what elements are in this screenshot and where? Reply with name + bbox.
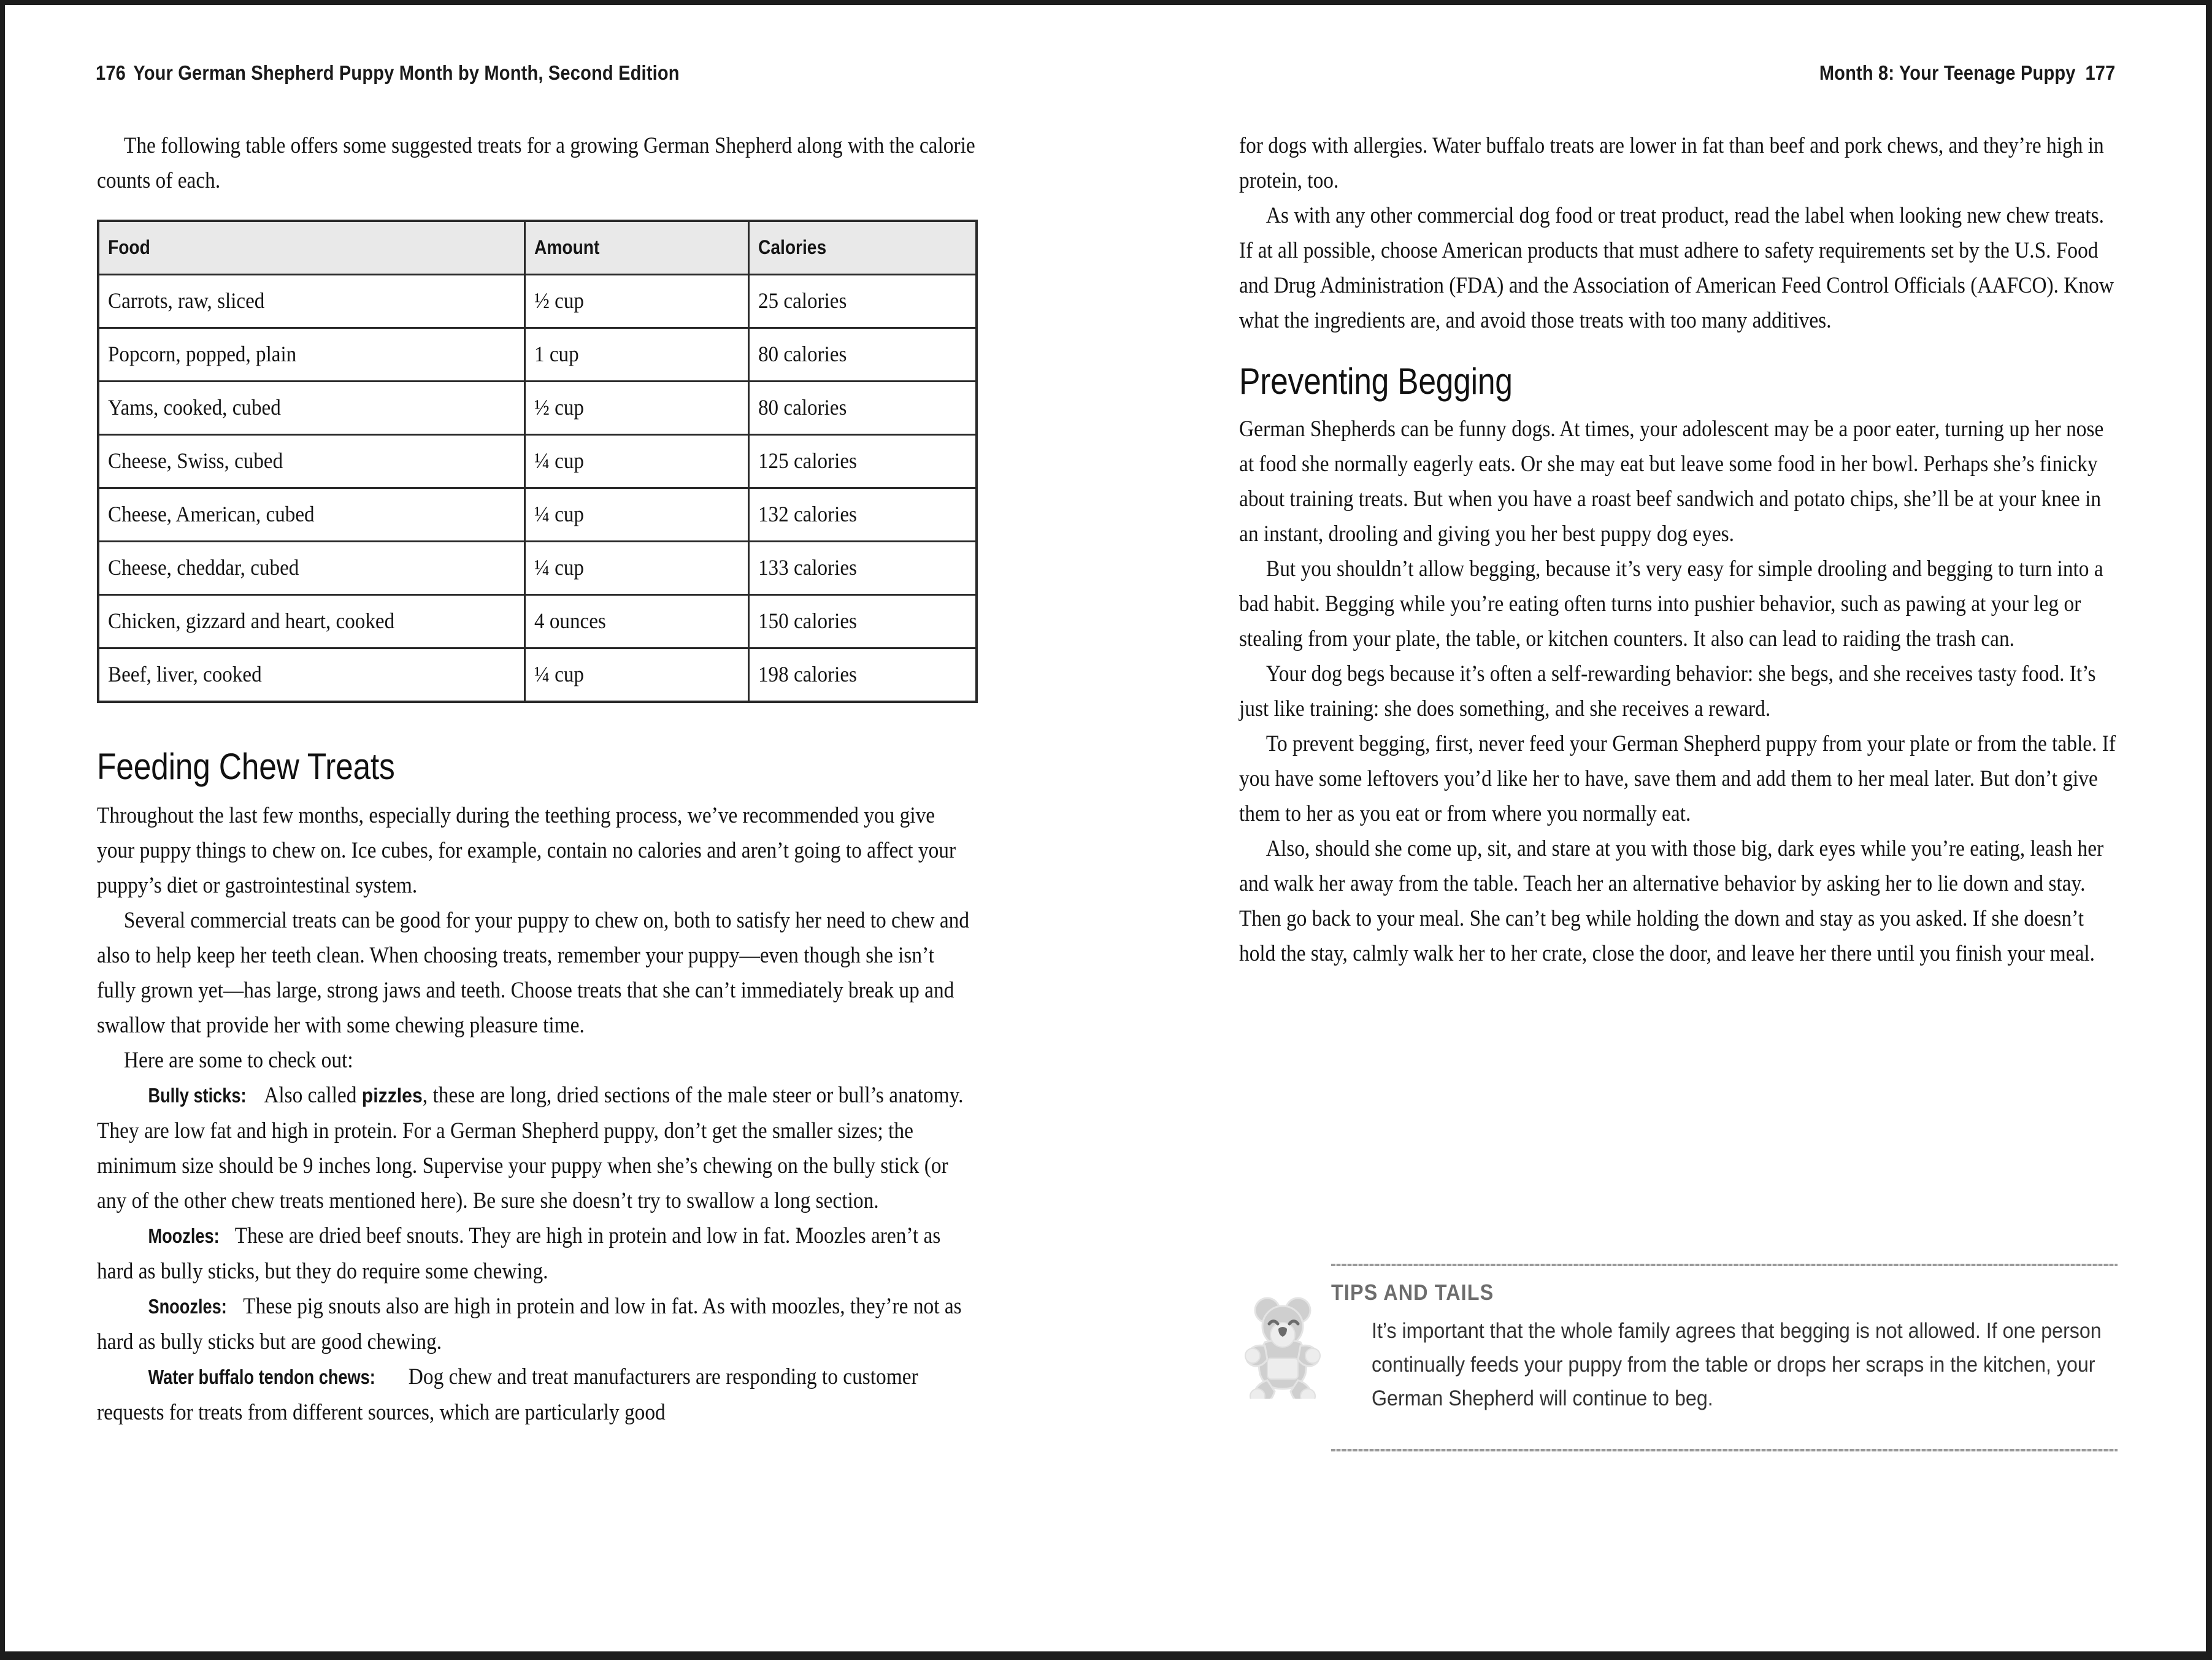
paragraph-never-feed-from-plate: To prevent begging, first, never feed your German Shepherd puppy from your plate or from the table. If you have some leftovers you’d like her to have, save them and add them to her meal later. But don’t give them to her as you eat or from where you normally eat. [1239, 731, 2116, 826]
term-label-water-buffalo: Water buffalo tendon chews: [148, 1366, 375, 1388]
cell-food: Cheese, American, cubed [98, 488, 524, 542]
cell-calories: 133 calories [748, 542, 977, 595]
table-header-row [98, 221, 977, 275]
table-row [98, 595, 977, 648]
cell-amount: 1 cup [524, 328, 748, 382]
running-head-right [1819, 61, 2115, 85]
table-row [98, 648, 977, 702]
table-row [98, 328, 977, 382]
cell-food: Cheese, cheddar, cubed [98, 542, 524, 595]
table-row [98, 382, 977, 435]
cell-calories: 125 calories [748, 435, 977, 488]
term-emphasis-pizzles: pizzles [361, 1084, 423, 1107]
cell-calories: 198 calories [748, 648, 977, 702]
tips-and-tails-body: It’s important that the whole family agrees that begging is not allowed. If one person continually feeds your puppy from the table or drops her scraps in the kitchen, your German Shepherd will continue to beg. [1372, 1319, 2102, 1410]
tips-rule-bottom [1331, 1449, 2118, 1451]
tips-content [1239, 1266, 2118, 1444]
paragraph-funny-dogs: German Shepherds can be funny dogs. At times, your adolescent may be a poor eater, turning up her nose at food she normally eagerly eats. Or she may eat but leave some food in her bowl. Perhaps she’s finicky about training treats. But when you have a roast beef sandwich and potato chips, she’ll be at your knee in an instant, drooling and giving you her best puppy dog eyes. [1239, 416, 2104, 546]
paragraph-alternative-behavior: Also, should she come up, sit, and stare at you with those big, dark eyes while you’re eating, leash her and walk her away from the table. Teach her an alternative behavior by asking her to lie down and stay. Then go back to your meal. She can’t beg while holding the down and stay as you asked. If she doesn’t hold the stay, calmly walk her to her crate, close the door, and leave her there until you finish your meal. [1239, 836, 2104, 966]
table-col-calories: Calories [748, 221, 977, 275]
paragraph-chew-intro: Throughout the last few months, especially during the teething process, we’ve recommended you give your puppy things to chew on. Ice cubes, for example, contain no calories and aren’t going to affect your puppy’s diet or gastrointestinal system. [97, 802, 956, 897]
intro-paragraph: The following table offers some suggested treats for a growing German Shepherd along with the calorie counts of each. [97, 133, 975, 193]
term-text-before-em: Also called [259, 1082, 362, 1107]
paragraph-check-out: Here are some to check out: [123, 1047, 353, 1072]
cell-food: Chicken, gizzard and heart, cooked [98, 595, 524, 648]
table-row [98, 275, 977, 328]
cell-amount: ½ cup [524, 382, 748, 435]
left-column [97, 128, 975, 1429]
folio-right: 177 [2085, 61, 2115, 84]
table-row [98, 488, 977, 542]
term-text-snoozles: These pig snouts also are high in protein and low in fat. As with moozles, they’re not as hard as bully sticks but are good chewing. [97, 1293, 962, 1354]
cell-food: Beef, liver, cooked [98, 648, 524, 702]
cell-calories: 80 calories [748, 328, 977, 382]
term-text-after-em: , these are long, dried sections of the male steer or bull’s anatomy. They are low fat and high in protein. For a German Shepherd puppy, don’t get the smaller sizes; the minimum size should be 9 inches long. Supervise your puppy when she’s chewing on the bully stick (or any of the other chew treats mentioned here). Be sure she doesn’t try to swallow a long section. [97, 1082, 964, 1213]
cell-calories: 25 calories [748, 275, 977, 328]
cell-food: Cheese, Swiss, cubed [98, 435, 524, 488]
term-bully-sticks [97, 1077, 975, 1218]
term-text-moozles: These are dried beef snouts. They are high in protein and low in fat. Moozles aren’t as hard as bully sticks, but they do require some chewing. [97, 1223, 941, 1283]
cell-calories: 80 calories [748, 382, 977, 435]
term-water-buffalo-tendon-chews [97, 1359, 975, 1429]
term-label-bully-sticks: Bully sticks: [148, 1084, 247, 1107]
paragraph-continuation: for dogs with allergies. Water buffalo treats are lower in fat than beef and pork chews, and they’re high in protein, too. [1239, 133, 2104, 193]
cell-food: Yams, cooked, cubed [98, 382, 524, 435]
folio-left: 176 [96, 61, 126, 84]
cell-amount: ¼ cup [524, 435, 748, 488]
cell-calories: 132 calories [748, 488, 977, 542]
cell-amount: ¼ cup [524, 648, 748, 702]
paragraph-commercial-treats: Several commercial treats can be good for your puppy to chew on, both to satisfy her need to chew and also to help keep her teeth clean. When choosing treats, remember your puppy—even though she isn’t fully grown yet—has large, strong jaws and teeth. Choose treats that she can’t immediately break up and swallow that provide her with some chewing pleasure time. [97, 907, 970, 1037]
cell-amount: 4 ounces [524, 595, 748, 648]
paragraph-bad-habit: But you shouldn’t allow begging, because it’s very easy for simple drooling and begging to turn into a bad habit. Begging while you’re eating often turns into pushier behavior, such as pawing at your leg or stealing from your plate, the table, or kitchen counters. It also can lead to raiding the trash can. [1239, 556, 2103, 651]
heading-feeding-chew-treats: Feeding Chew Treats [97, 746, 395, 787]
heading-preventing-begging: Preventing Begging [1239, 361, 1513, 402]
table-row [98, 435, 977, 488]
term-label-moozles: Moozles: [148, 1224, 220, 1247]
running-head-left [96, 61, 680, 85]
running-head-left-title: Your German Shepherd Puppy Month by Month, Second Edition [133, 61, 680, 84]
running-head-right-title: Month 8: Your Teenage Puppy [1819, 61, 2076, 84]
table-row [98, 542, 977, 595]
paragraph-self-rewarding: Your dog begs because it’s often a self-rewarding behavior: she begs, and she receives tasty food. It’s just like training: she does something, and she receives a reward. [1239, 661, 2096, 721]
paragraph-read-the-label: As with any other commercial dog food or treat product, read the label when looking new chew treats. If at all possible, choose American products that must adhere to safety requirements set by the U.S. Food and Drug Administration (FDA) and the Association of American Feed Control Officials (AAFCO). Know what the ingredients are, and avoid those treats with too many additives. [1239, 202, 2114, 332]
term-moozles [97, 1218, 975, 1288]
tips-and-tails-title: TIPS AND TAILS [1331, 1280, 1494, 1305]
table-col-food: Food [98, 221, 524, 275]
cell-food: Carrots, raw, sliced [98, 275, 524, 328]
treats-table [97, 220, 978, 703]
cell-food: Popcorn, popped, plain [98, 328, 524, 382]
teddy-bear-icon [1240, 1294, 1326, 1399]
cell-amount: ½ cup [524, 275, 748, 328]
cell-amount: ¼ cup [524, 542, 748, 595]
term-text-water-buffalo: Dog chew and treat manufacturers are responding to customer requests for treats from different sources, which are particularly good [97, 1364, 918, 1424]
table-col-amount: Amount [524, 221, 748, 275]
term-snoozles [97, 1288, 975, 1359]
term-label-snoozles: Snoozles: [148, 1295, 227, 1318]
tips-and-tails-sidebar [1239, 1264, 2118, 1451]
right-column [1239, 128, 2118, 970]
book-page [5, 5, 2206, 1651]
cell-amount: ¼ cup [524, 488, 748, 542]
cell-calories: 150 calories [748, 595, 977, 648]
